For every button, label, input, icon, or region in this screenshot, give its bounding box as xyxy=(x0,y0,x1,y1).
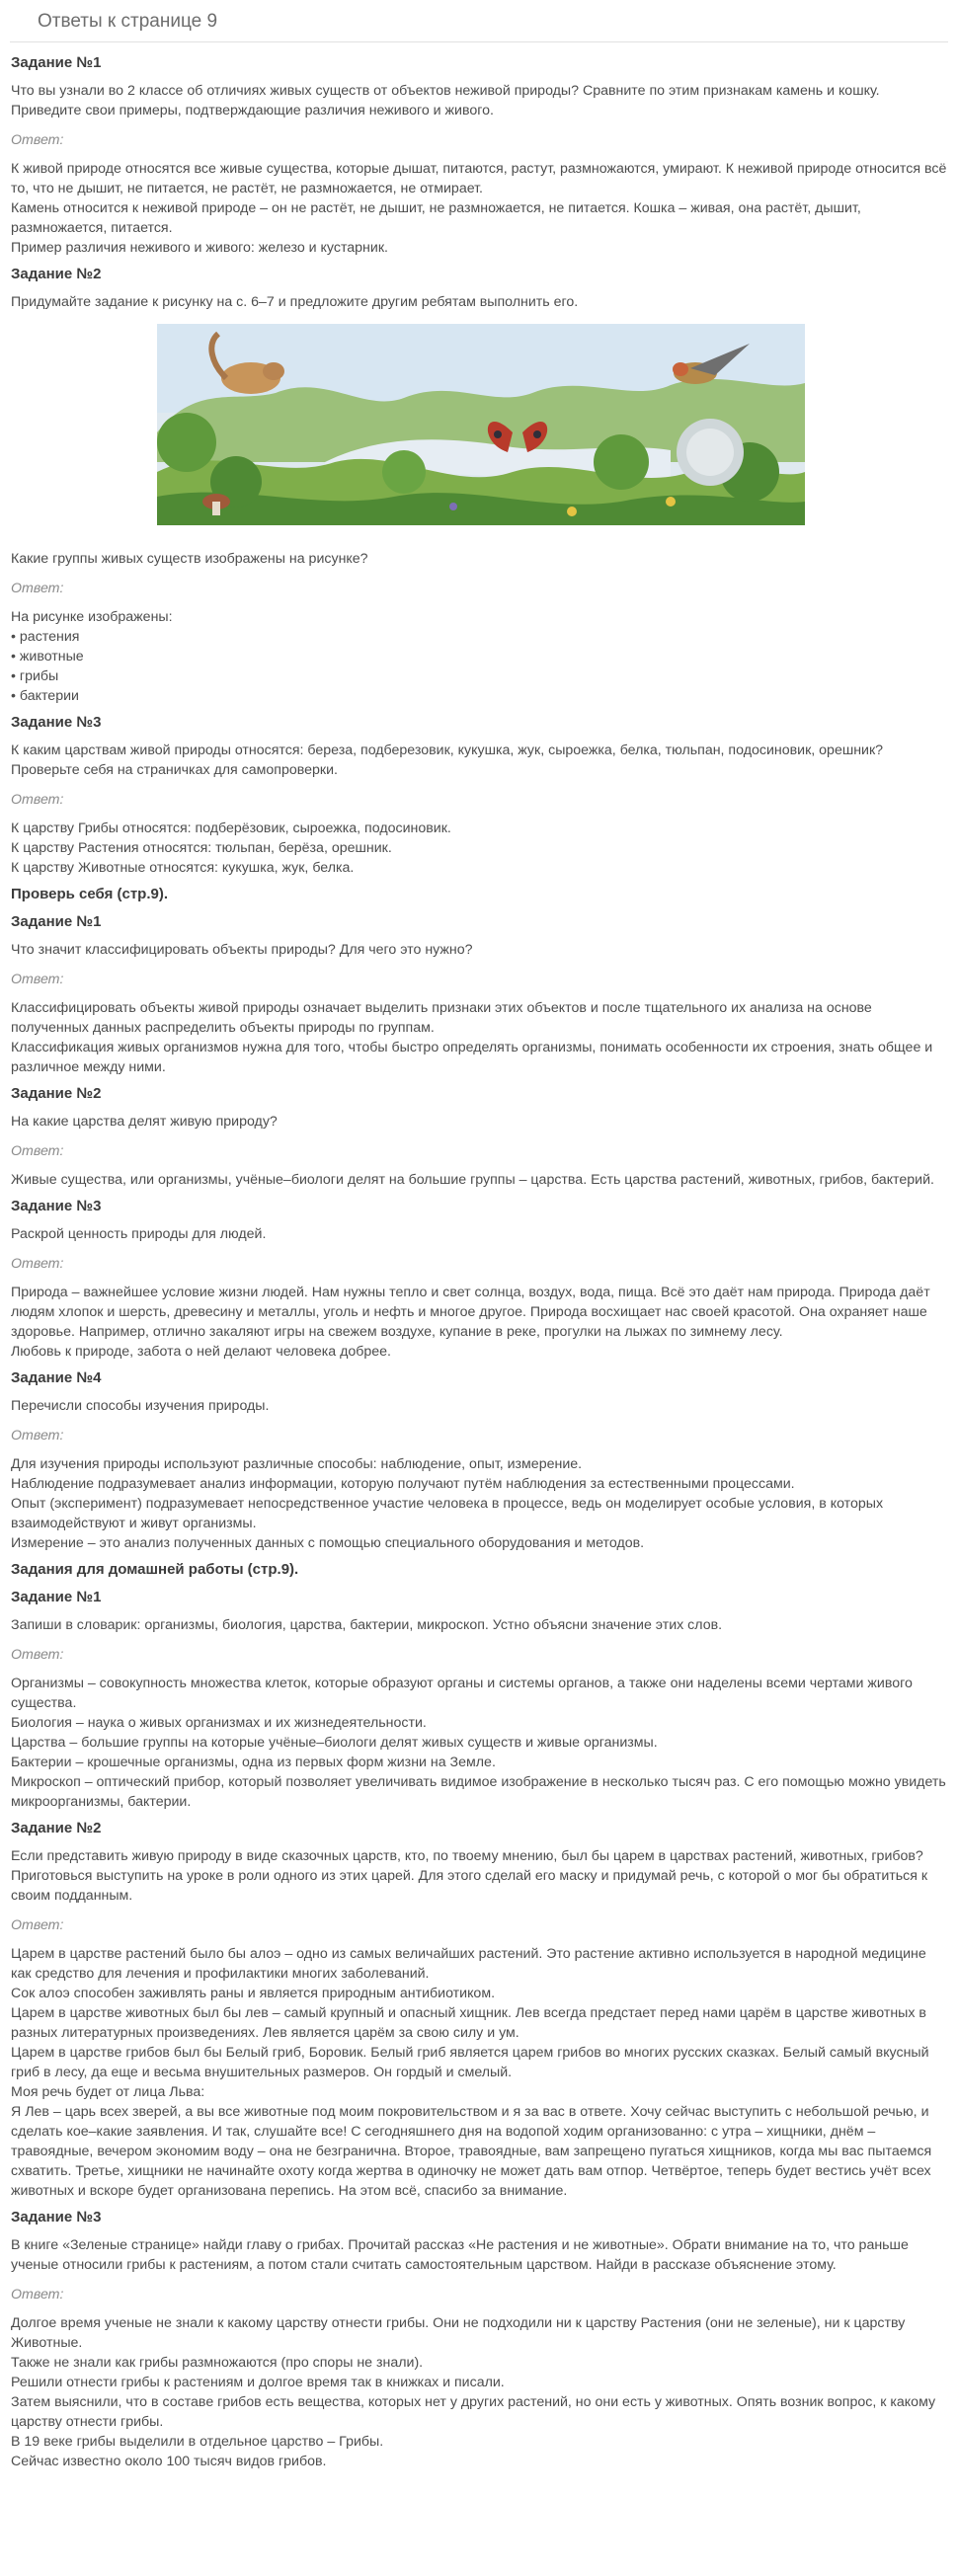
answer-line: Биология – наука о живых организмах и их жизнедеятельности. xyxy=(11,1715,427,1731)
task-question: Перечисли способы изучения природы. xyxy=(11,1398,270,1414)
answer-line: • животные xyxy=(11,649,84,664)
task-block-3 xyxy=(11,713,949,878)
task-heading: Задание №1 xyxy=(11,1589,102,1605)
home-task-2 xyxy=(11,1819,949,2201)
answer-line: Классификация живых организмов нужна для того, чтобы быстро определять организмы, понимать особенности их строения, знать общее и различное между ними. xyxy=(11,1040,933,1075)
answer-text xyxy=(11,159,949,258)
task-question: Запиши в словарик: организмы, биология, царства, бактерии, микроскоп. Устно объясни значение этих слов. xyxy=(11,1617,723,1633)
answer-line: Организмы – совокупность множества клеток, которые образуют органы и системы органов, а также они наделены всеми чертами живого существа. xyxy=(11,1676,913,1711)
answer-label: Ответ: xyxy=(11,792,64,808)
task-block-2 xyxy=(11,265,949,706)
answer-line: • бактерии xyxy=(11,688,79,704)
answer-text xyxy=(11,2313,949,2471)
task-heading: Задание №3 xyxy=(11,2209,102,2225)
answer-text xyxy=(11,607,949,706)
answer-line: Пример различия неживого и живого: железо и кустарник. xyxy=(11,240,388,256)
answer-line: Измерение – это анализ полученных данных с помощью специального оборудования и методов. xyxy=(11,1535,645,1551)
answer-text xyxy=(11,819,949,878)
task-question: Что вы узнали во 2 классе об отличиях живых существ от объектов неживой природы? Сравните по этим признакам камень и кошку. Приведите свои примеры, подтверждающие различия неживого и живого. xyxy=(11,83,880,118)
answer-line: Сок алоэ способен заживлять раны и является природным антибиотиком. xyxy=(11,1986,496,2001)
answer-line: К царству Животные относятся: кукушка, жук, белка. xyxy=(11,860,355,876)
answer-line: К царству Растения относятся: тюльпан, берёза, орешник. xyxy=(11,840,392,856)
answer-line: Затем выяснили, что в составе грибов есть вещества, которых нет у других растений, но они есть у животных. Опять возник вопрос, к какому царству отнести грибы. xyxy=(11,2394,936,2430)
answer-text xyxy=(11,1944,949,2201)
answer-line: Царем в царстве грибов был бы Белый гриб, Боровик. Белый гриб является царем грибов во многих русских сказках. Белый самый вкусный гриб в лесу, да еще и весьма внушительных размеров. Он гордый и смелый. xyxy=(11,2045,929,2080)
task-heading: Задание №3 xyxy=(11,714,102,731)
task-heading: Задание №3 xyxy=(11,1198,102,1214)
answer-line: • растения xyxy=(11,629,80,645)
answer-line: Сейчас известно около 100 тысяч видов грибов. xyxy=(11,2454,327,2469)
check-task-3 xyxy=(11,1197,949,1362)
check-task-2 xyxy=(11,1084,949,1190)
answer-line: К живой природе относятся все живые существа, которые дышат, питаются, растут, размножаются, умирают. К неживой природе относится всё то, что не дышит, не питается, не растёт, не размножается, не отмирает. xyxy=(11,161,947,196)
title-divider xyxy=(10,41,948,42)
answer-line: К царству Грибы относятся: подберёзовик, сыроежка, подосиновик. xyxy=(11,820,451,836)
answer-text xyxy=(11,998,949,1077)
answer-line: Природа – важнейшее условие жизни людей. Нам нужны тепло и свет солнца, воздух, вода, пища. Всё это даёт нам природа. Природа даёт людям хлопок и шерсть, древесину и металлы, уголь и нефть и многое другое. Природа восхищает нас своей красотой. Она охраняет наше здоровье. Например, отлично закаляют игры на свежем воздухе, купание в реке, прогулки на лыжах по зимнему лесу. xyxy=(11,1285,930,1340)
answer-line: Классифицировать объекты живой природы означает выделить признаки этих объектов и после тщательного их анализа на основе полученных данных распределить объекты природы по группам. xyxy=(11,1000,872,1036)
task-heading: Задание №2 xyxy=(11,266,102,282)
task-question: В книге «Зеленые странице» найди главу о грибах. Прочитай рассказ «Не растения и не животные». Обрати внимание на то, что раньше ученые относили грибы к растениям, а потом стали считать самостоятельным царством. Найди в рассказе объяснение этому. xyxy=(11,2237,909,2273)
answer-line: Камень относится к неживой природе – он не растёт, не дышит, не размножается, не питается. Кошка – живая, она растёт, дышит, размножается, питается. xyxy=(11,200,861,236)
answer-line: Живые существа, или организмы, учёные–биологи делят на большие группы – царства. Есть царства растений, животных, грибов, бактерий. xyxy=(11,1172,934,1188)
task-question: Если представить живую природу в виде сказочных царств, кто, по твоему мнению, был бы царем в царствах растений, животных, грибов? Приготовься выступить на уроке в роли одного из этих царей. Для этого сделай его маску и придумай речь, с которой о мог бы обратиться к своим подданным. xyxy=(11,1848,928,1904)
task-heading: Задание №2 xyxy=(11,1085,102,1102)
answer-label: Ответ: xyxy=(11,1647,64,1663)
answer-line: Долгое время ученые не знали к какому царству отнести грибы. Они не подходили ни к царству Растения (они не зеленые), ни к царству Животные. xyxy=(11,2315,906,2351)
answer-line: Царем в царстве животных был бы лев – самый крупный и опасный хищник. Лев всегда предстает перед нами царём в царстве животных в разных литературных произведениях. Лев является царём за свою силу и ум. xyxy=(11,2005,926,2041)
answer-line: Царства – большие группы на которые учёные–биологи делят живых существ и живые организмы. xyxy=(11,1735,658,1751)
task-block-1 xyxy=(11,53,949,258)
task-heading: Задание №1 xyxy=(11,54,102,71)
answer-text xyxy=(11,1454,949,1553)
section-heading-homework: Задания для домашней работы (стр.9). xyxy=(11,1561,299,1578)
task-question: Что значит классифицировать объекты природы? Для чего это нужно? xyxy=(11,942,473,958)
article-body xyxy=(11,46,949,2475)
task-heading: Задание №4 xyxy=(11,1369,102,1386)
answer-line: Моя речь будет от лица Льва: xyxy=(11,2084,205,2100)
answer-label: Ответ: xyxy=(11,1917,64,1933)
task-question: Придумайте задание к рисунку на с. 6–7 и предложите другим ребятам выполнить его. xyxy=(11,294,579,310)
answer-label: Ответ: xyxy=(11,1256,64,1272)
task-question: На какие царства делят живую природу? xyxy=(11,1114,278,1130)
home-task-3 xyxy=(11,2208,949,2471)
check-task-4 xyxy=(11,1368,949,1553)
answer-label: Ответ: xyxy=(11,972,64,987)
answer-text xyxy=(11,1170,949,1190)
answer-label: Ответ: xyxy=(11,1143,64,1159)
answer-line: На рисунке изображены: xyxy=(11,609,173,625)
answer-text xyxy=(11,1283,949,1362)
task-heading: Задание №1 xyxy=(11,913,102,930)
answer-text xyxy=(11,1674,949,1812)
answer-line: Решили отнести грибы к растениям и долгое время так в книжках и писали. xyxy=(11,2375,505,2390)
answer-line: Опыт (эксперимент) подразумевает непосредственное участие человека в процессе, ведь он моделирует особые условия, в которых взаимодействуют и живут организмы. xyxy=(11,1496,884,1531)
page-title: Ответы к странице 9 xyxy=(38,11,218,32)
answer-label: Ответ: xyxy=(11,132,64,148)
answer-line: • грибы xyxy=(11,668,59,684)
answer-line: Я Лев – царь всех зверей, а вы все животные под моим покровительством и я за вас в ответе. Хочу сейчас выступить с небольшой речью, и сделать кое–какие заявления. И так, слушайте все! С сегодняшнего дня на водопой ходим организованно: с утра – хищники, днём – травоядные, вечером экономим воду – она не безгранична. Второе, травоядные, вам запрещено пугаться хищников, когда мы вас пытаемся схватить. Третье, хищники не начинайте охоту когда жертва в одиночку не может дать вам отпор. Четвёртое, теперь будет вестись учёт всех животных и вскоре будет организована перепись. На этом всё, спасибо за внимание. xyxy=(11,2104,932,2199)
task-question: К каким царствам живой природы относятся: береза, подберезовик, кукушка, жук, сыроежка, белка, тюльпан, подосиновик, орешник? Проверьте себя на страничках для самопроверки. xyxy=(11,742,884,778)
answer-label: Ответ: xyxy=(11,1428,64,1444)
answer-label: Ответ: xyxy=(11,581,64,596)
answer-line: Царем в царстве растений было бы алоэ – одно из самых величайших растений. Это растение активно используется в народной медицине как средство для лечения и профилактики многих заболеваний. xyxy=(11,1946,926,1982)
task-heading: Задание №2 xyxy=(11,1820,102,1836)
answer-line: Для изучения природы используют различные способы: наблюдение, опыт, измерение. xyxy=(11,1456,583,1472)
task-question: Какие группы живых существ изображены на рисунке? xyxy=(11,551,368,567)
answer-line: Наблюдение подразумевает анализ информации, которую получают путём наблюдения за естественными процессами. xyxy=(11,1476,795,1492)
answer-line: Бактерии – крошечные организмы, одна из первых форм жизни на Земле. xyxy=(11,1755,496,1770)
answer-line: Также не знали как грибы размножаются (про споры не знали). xyxy=(11,2355,424,2371)
nature-illustration xyxy=(157,324,805,525)
answer-label: Ответ: xyxy=(11,2287,64,2303)
home-task-1 xyxy=(11,1588,949,1812)
check-task-1 xyxy=(11,912,949,1077)
section-heading-check: Проверь себя (стр.9). xyxy=(11,886,169,902)
answer-line: В 19 веке грибы выделили в отдельное царство – Грибы. xyxy=(11,2434,384,2450)
answer-line: Любовь к природе, забота о ней делают человека добрее. xyxy=(11,1344,392,1360)
answer-line: Микроскоп – оптический прибор, который позволяет увеличивать видимое изображение в несколько тысяч раз. С его помощью можно увидеть микроорганизмы, бактерии. xyxy=(11,1774,946,1810)
task-question: Раскрой ценность природы для людей. xyxy=(11,1226,267,1242)
